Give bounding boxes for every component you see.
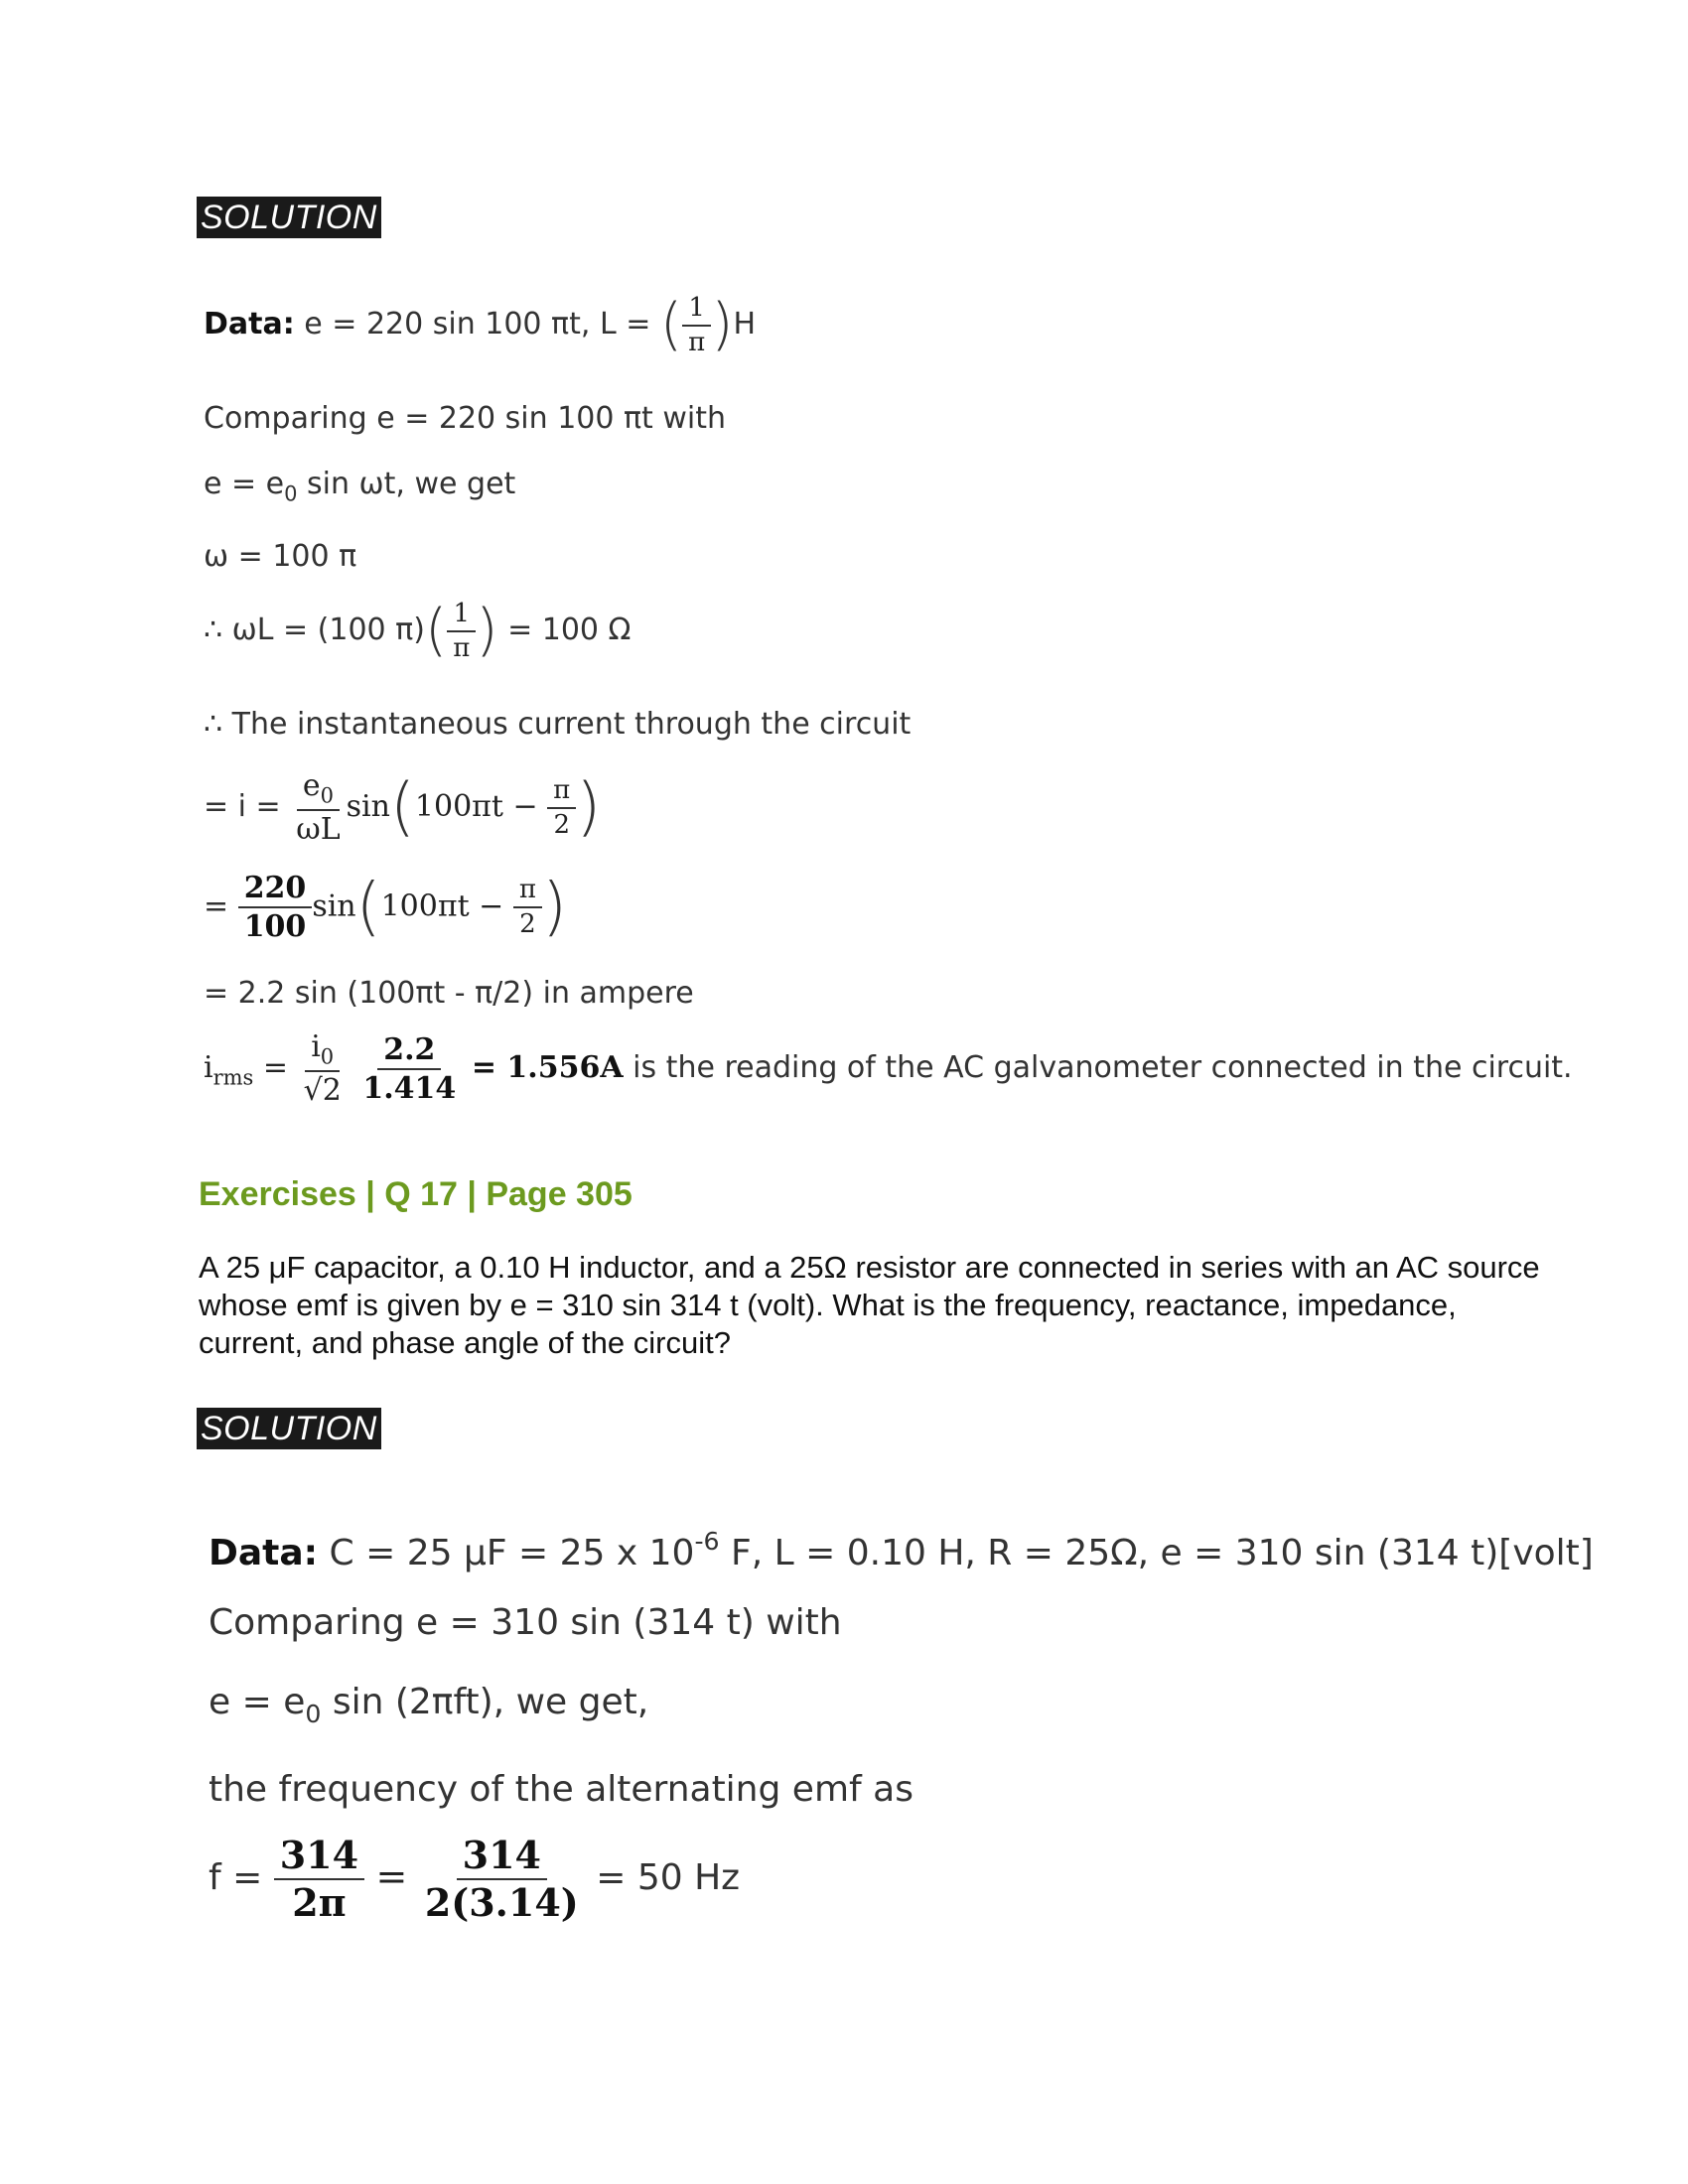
- i0-over-root2-fraction: $\frac{i_0}{√2}$: [303, 1029, 342, 1109]
- current-equation: = i = $\frac{e_0}{\omega L}$ sin(100πt − $\frac{\pi}{2}$ ): [204, 768, 602, 848]
- question-text: A 25 μF capacitor, a 0.10 H inductor, and a 25Ω resistor are connected in series with an AC source whose emf is given by e = 310 sin 314 t (volt). What is the frequency, reactance, impedance, current, and phase angle of the circuit?: [199, 1250, 1540, 1360]
- instantaneous-current-line: ∴ The instantaneous current through the circuit: [204, 707, 912, 742]
- data-line-2: Data: C = 25 μF = 25 x $10^{-6}$ F, L = 0.10 H, R = 25Ω, e = 310 sin (314 t)[volt]: [209, 1527, 1594, 1574]
- irms-result: = 1.556A: [471, 1050, 624, 1086]
- data-label-2: Data:: [209, 1533, 319, 1574]
- 314-over-2x3.14-fraction: $\frac{314}{2(3.14)}$: [424, 1833, 579, 1925]
- comparing-line-2: Comparing e = 310 sin (314 t) with: [209, 1602, 842, 1643]
- irms-description: is the reading of the AC galvanometer connected in the circuit.: [623, 1050, 1573, 1086]
- current-equation-numeric: = $\frac{220}{100}$ sin(100πt − $\frac{\pi}{2}$ ): [204, 871, 567, 944]
- frequency-equation: f = $\frac{314}{2\pi}$ = $\frac{314}{2(3.14)}$ = 50 Hz: [209, 1833, 741, 1925]
- general-emf-line-2: $e = e_0$ sin (2πft), we get,: [209, 1682, 649, 1728]
- data-label: Data:: [204, 307, 295, 342]
- 220-over-100-fraction: $\frac{220}{100}$: [238, 872, 313, 943]
- solution-badge-2: SOLUTION: [197, 1408, 381, 1449]
- solution-badge: SOLUTION: [197, 197, 381, 238]
- 314-over-2pi-fraction: $\frac{314}{2\pi}$: [274, 1835, 364, 1924]
- frequency-result: = 50 Hz: [596, 1856, 741, 1898]
- data-text: e = 220 sin 100 πt, L =: [304, 307, 651, 342]
- reactance-line: ∴ ωL = (100 π)( $\frac{1}{\pi}$ ) = 100 Ω: [204, 598, 632, 664]
- omega-line: ω = 100 π: [204, 539, 357, 574]
- exercise-heading: Exercises | Q 17 | Page 305: [199, 1175, 633, 1213]
- e0-over-wl-fraction: $\frac{e_0}{\omega L}$: [296, 768, 341, 848]
- irms-line: $i_{rms}$ = $\frac{i_0}{√2}$ $\frac{2.2}{1.414}$ = 1.556A is the reading of the AC galvanometer connected in the circuit.: [204, 1029, 1573, 1109]
- comparing-line: Comparing e = 220 sin 100 πt with: [204, 401, 726, 436]
- frequency-line: the frequency of the alternating emf as: [209, 1769, 914, 1810]
- unit-henry: H: [733, 307, 757, 342]
- general-emf-line: $e = e_0$ sin ωt, we get: [204, 467, 516, 506]
- pi-over-2-fraction-2: $\frac{\pi}{2}$: [513, 876, 542, 938]
- data-line: Data: e = 220 sin 100 πt, L = ( $\frac{1}{\pi}$ )H: [204, 292, 757, 358]
- 2.2-over-1.414-fraction: $\frac{2.2}{1.414}$: [362, 1031, 457, 1106]
- ampere-line: = 2.2 sin (100πt - π/2) in ampere: [204, 976, 694, 1011]
- reactance-fraction: $\frac{1}{\pi}$: [447, 600, 476, 662]
- pi-over-2-fraction: $\frac{\pi}{2}$: [547, 776, 576, 839]
- inductance-fraction: $\frac{1}{\pi}$: [682, 294, 711, 356]
